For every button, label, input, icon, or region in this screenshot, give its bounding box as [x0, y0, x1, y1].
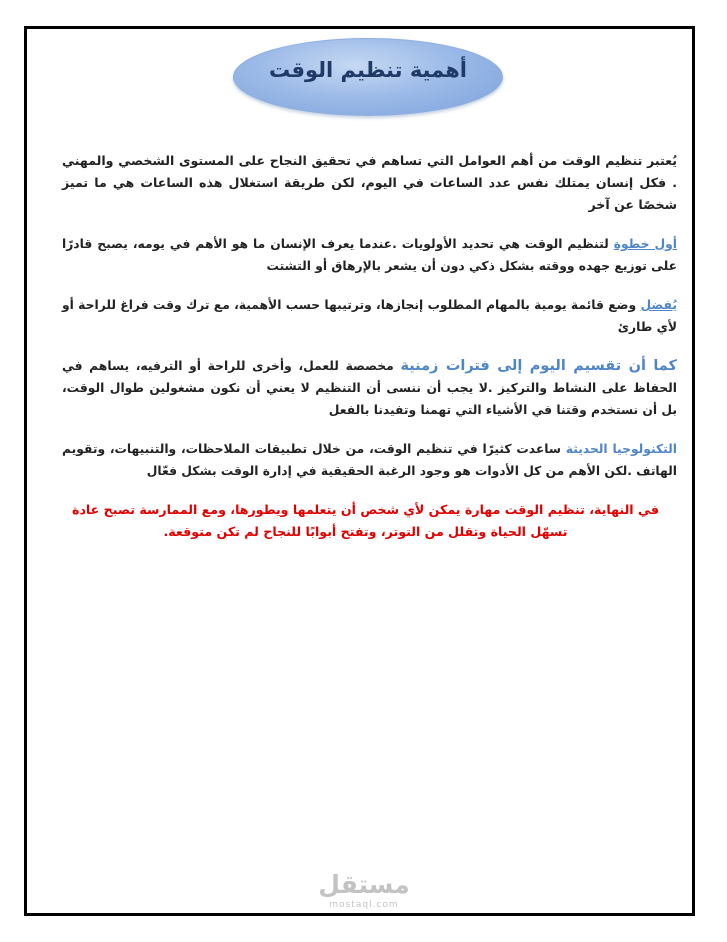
watermark-domain: mostaql.com — [329, 900, 399, 910]
highlight-technology: التكنولوجيا الحديثة — [565, 442, 677, 456]
paragraph-technology — [62, 438, 677, 482]
article-body — [62, 150, 677, 560]
paragraph-divide — [62, 355, 677, 421]
text-technology: ساعدت كثيرًا في تنظيم الوقت، من خلال تطبيقات الملاحظات، والتنبيهات، وتقويم الهاتف .لكن الأهم من كل الأدوات هو وجود الرغبة الحقيقية في إدارة الوقت بشكل فعّال — [62, 442, 677, 478]
highlight-first-step: أول خطوة — [613, 237, 677, 251]
page-title: أهمية تنظيم الوقت — [269, 58, 467, 82]
highlight-prefer: يُفضل — [640, 298, 677, 312]
text-divide: مخصصة للعمل، وأخرى للراحة أو الترفيه، يساهم في الحفاظ على النشاط والتركيز .لا يجب أن ننسى أن التنظيم لا يعني أن نكون مشغولين طوال الوقت، بل أن نستخدم وقتنا في الأشياء التي تهمنا وتفيدنا بالفعل — [62, 359, 677, 417]
watermark-brand: مستقل — [318, 870, 410, 899]
text-prefer: وضع قائمة يومية بالمهام المطلوب إنجازها، وترتيبها حسب الأهمية، مع ترك وقت فراغ للراحة أو لأي طارئ — [62, 298, 677, 334]
paragraph-first-step — [62, 233, 677, 277]
paragraph-closing: في النهاية، تنظيم الوقت مهارة يمكن لأي شخص أن يتعلمها ويطورها، ومع الممارسة تصبح عادة تسهّل الحياة وتقلل من التوتر، وتفتح أبوابًا للنجاح لم تكن متوقعة. — [72, 502, 659, 539]
highlight-divide: كما أن تقسيم اليوم إلى فترات زمنية — [400, 358, 677, 374]
title-banner — [233, 38, 503, 116]
watermark-logo — [316, 870, 412, 910]
paragraph-intro: يُعتبر تنظيم الوقت من أهم العوامل التي تساهم في تحقيق النجاح على المستوى الشخصي والمهني . فكل إنسان يمتلك نفس عدد الساعات في اليوم، لكن طريقة استغلال هذه الساعات هي ما تميز شخصًا عن آخر — [62, 153, 677, 212]
text-first-step: لتنظيم الوقت هي تحديد الأولويات .عندما يعرف الإنسان ما هو الأهم في يومه، يصبح قادرًا على توزيع جهده ووقته بشكل ذكي دون أن يشعر بالإرهاق أو التشتت — [62, 237, 677, 273]
paragraph-prefer — [62, 294, 677, 338]
